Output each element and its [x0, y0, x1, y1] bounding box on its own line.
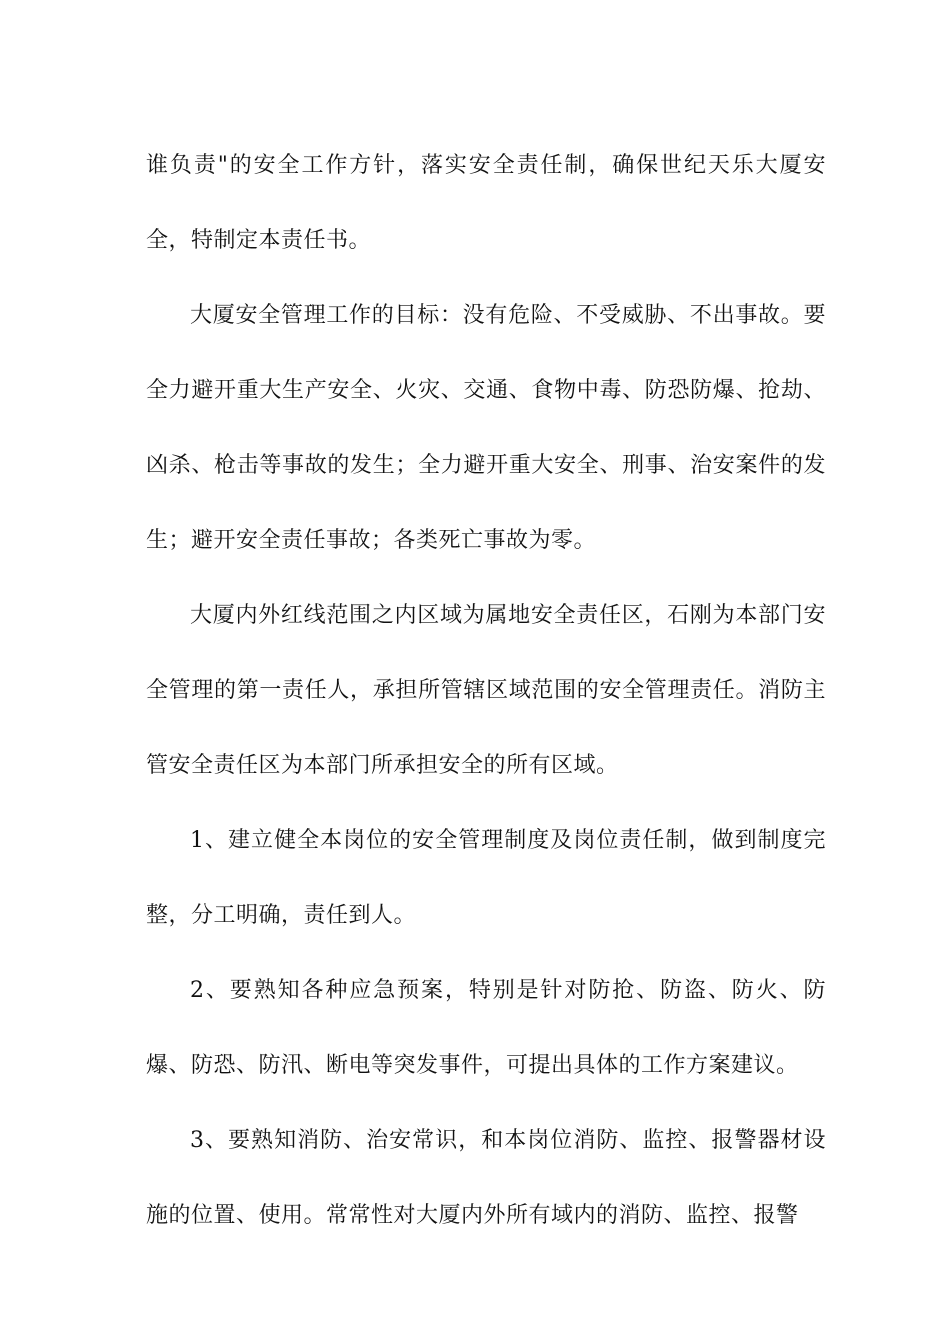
paragraph-5: 2、要熟知各种应急预案，特别是针对防抢、防盗、防火、防爆、防恐、防汛、断电等突发事件，可提出具体的工作方案建议。	[146, 978, 826, 1078]
paragraph-1: 谁负责"的安全工作方针，落实安全责任制，确保世纪天乐大厦安全，特制定本责任书。	[146, 153, 826, 253]
document-body	[146, 128, 826, 1253]
paragraph-6: 3、要熟知消防、治安常识，和本岗位消防、监控、报警器材设施的位置、使用。常常性对大厦内外所有域内的消防、监控、报警	[146, 1128, 826, 1228]
paragraph-3: 大厦内外红线范围之内区域为属地安全责任区，石刚为本部门安全管理的第一责任人，承担所管辖区域范围的安全管理责任。消防主管安全责任区为本部门所承担安全的所有区域。	[146, 603, 826, 778]
paragraph-2: 大厦安全管理工作的目标：没有危险、不受威胁、不出事故。要全力避开重大生产安全、火灾、交通、食物中毒、防恐防爆、抢劫、凶杀、枪击等事故的发生；全力避开重大安全、刑事、治安案件的发生；避开安全责任事故；各类死亡事故为零。	[146, 303, 826, 553]
paragraph-4: 1、建立健全本岗位的安全管理制度及岗位责任制，做到制度完整，分工明确，责任到人。	[146, 828, 826, 928]
